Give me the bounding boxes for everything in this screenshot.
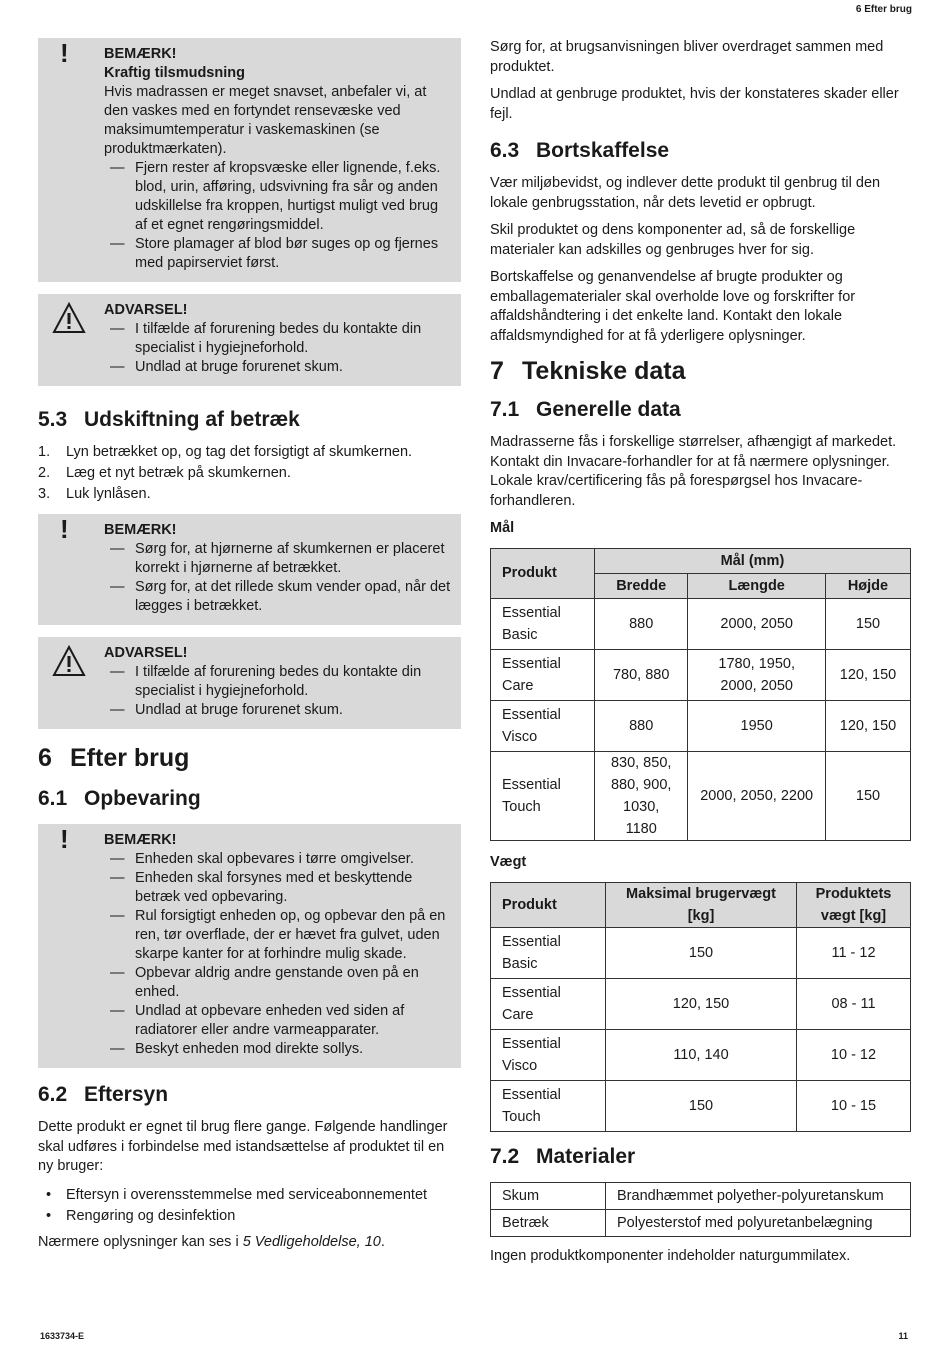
step-item: 2. Læg et nyt betræk på skumkernen.: [38, 465, 291, 481]
table-cell: 10 - 12: [797, 1030, 911, 1081]
column-header: Længde: [688, 573, 826, 598]
table-cell: 11 - 12: [797, 928, 911, 979]
table-cell: 120, 150: [825, 700, 910, 751]
table-cell: Essential Touch: [491, 751, 595, 840]
table-row: [491, 1081, 911, 1132]
warning-box: [38, 294, 461, 386]
paragraph: Undlad at genbruge produktet, hvis der konstateres skader eller fejl.: [490, 86, 899, 122]
note-item: — Sørg for, at det rillede skum vender opad, når det lægges i betrækket.: [104, 578, 451, 616]
table-cell: Essential Care: [491, 979, 606, 1030]
note-item: — Enheden skal opbevares i tørre omgivelser.: [104, 850, 451, 869]
table-cell: 150: [825, 598, 910, 649]
note-item: — Fjern rester af kropsvæske eller lignende, f.eks. blod, urin, afføring, udsvivning fra sår og anden udskillelse fra kroppen, hurtigst muligt ved brug af et egnet rengøringsmiddel.: [104, 159, 451, 235]
paragraph: Ingen produktkomponenter indeholder naturgummilatex.: [490, 1248, 851, 1264]
table-cell: 150: [606, 928, 797, 979]
note-item: — Beskyt enheden mod direkte sollys.: [104, 1040, 451, 1059]
note-item: — Undlad at opbevare enheden ved siden af radiatorer eller andre varmeapparater.: [104, 1002, 451, 1040]
warning-item: — I tilfælde af forurening bedes du kontakte din specialist i hygiejneforhold.: [104, 320, 451, 358]
step-item: 1. Lyn betrækket op, og tag det forsigtigt af skumkernen.: [38, 444, 413, 460]
table-cell: 1950: [688, 700, 826, 751]
note-title: BEMÆRK!: [104, 46, 177, 62]
table-cell: 830, 850, 880, 900, 1030, 1180: [594, 751, 687, 840]
bullet-item: • Rengøring og desinfektion: [38, 1206, 461, 1227]
paragraph: Dette produkt er egnet til brug flere gange. Følgende handlinger skal udføres i forbindelse med istandsættelse af produktet til en ny bruger:: [38, 1119, 448, 1174]
paragraph: Sørg for, at brugsanvisningen bliver overdraget sammen med produktet.: [490, 39, 884, 75]
note-item: — Store plamager af blod bør suges op og fjernes med papirserviet først.: [104, 235, 451, 273]
column-header: Produkt: [491, 548, 595, 598]
step-item: 3. Luk lynlåsen.: [38, 486, 151, 502]
notice-icon: !: [60, 38, 69, 68]
table-cell: 10 - 15: [797, 1081, 911, 1132]
table-row: [491, 751, 911, 840]
materials-table: [490, 1182, 911, 1237]
column-header: Højde: [825, 573, 910, 598]
weight-table: [490, 882, 911, 1132]
table-row: [491, 979, 911, 1030]
running-head: 6 Efter brug: [855, 4, 912, 15]
page-number: 11: [898, 1331, 908, 1341]
table-cell: 120, 150: [606, 979, 797, 1030]
notice-icon: !: [60, 514, 69, 544]
warning-title: ADVARSEL!: [104, 645, 188, 661]
warning-item: — I tilfælde af forurening bedes du kontakte din specialist i hygiejneforhold.: [104, 663, 451, 701]
table-cell: 2000, 2050: [688, 598, 826, 649]
paragraph: Madrasserne fås i forskellige størrelser, afhængigt af markedet. Kontakt din Invacare-forhandler for at få nærmere oplysninger. Lokale krav/certificering fås på forespørgsel hos Invacare-forhandleren.: [490, 434, 897, 509]
table-cell: 880: [594, 598, 687, 649]
column-header: Produkt: [491, 883, 606, 928]
table-cell: 880: [594, 700, 687, 751]
table-cell: Polyesterstof med polyuretanbelægning: [606, 1210, 911, 1237]
table-cell: 150: [606, 1081, 797, 1132]
note-subtitle: Kraftig tilsmudsning: [104, 65, 245, 81]
note-title: BEMÆRK!: [104, 832, 177, 848]
section-heading-6-2: 6.2 Eftersyn: [38, 1083, 169, 1106]
table-row: [491, 598, 911, 649]
table-row: [491, 1210, 911, 1237]
section-heading-7-2: 7.2 Materialer: [490, 1145, 636, 1168]
warning-triangle-icon: [52, 645, 86, 677]
table-cell: 1780, 1950, 2000, 2050: [688, 649, 826, 700]
table-row: [491, 1183, 911, 1210]
dimensions-table: [490, 548, 911, 841]
table-cell: 150: [825, 751, 910, 840]
table-row: [491, 1030, 911, 1081]
table-cell: Skum: [491, 1183, 606, 1210]
column-header: Produktets vægt [kg]: [797, 883, 911, 928]
note-box-storage: [38, 824, 461, 1068]
column-header: Bredde: [594, 573, 687, 598]
note-box-heavy-soiling: [38, 38, 461, 282]
table-label-weight: Vægt: [490, 853, 527, 870]
table-cell: Essential Basic: [491, 598, 595, 649]
section-heading-5-3: 5.3 Udskiftning af betræk: [38, 408, 300, 431]
steps-list: [38, 442, 461, 505]
section-heading-6-3: 6.3 Bortskaffelse: [490, 139, 670, 162]
paragraph: Bortskaffelse og genanvendelse af brugte produkter og emballagematerialer skal overholde love og forskrifter for affaldshåndtering i det enkelte land. Kontakt den lokale affaldsmyndighed for at få yderligere oplysninger.: [490, 269, 856, 344]
table-row: [491, 928, 911, 979]
document-id: 1633734-E: [40, 1331, 85, 1341]
table-cell: Essential Visco: [491, 1030, 606, 1081]
cross-reference-link[interactable]: 5 Vedligeholdelse, 10: [242, 1233, 381, 1250]
table-cell: 110, 140: [606, 1030, 797, 1081]
right-column: [490, 38, 912, 1267]
warning-item: — Undlad at bruge forurenet skum.: [104, 358, 451, 377]
notice-icon: !: [60, 824, 69, 854]
note-text: Hvis madrassen er meget snavset, anbefaler vi, at den vaskes med en fortyndet rensevæske ved maksimumtemperatur i vaskemaskinen (se produktmærkaten).: [104, 84, 427, 157]
table-cell: Essential Visco: [491, 700, 595, 751]
table-row: [491, 649, 911, 700]
table-label-dimensions: Mål: [490, 520, 515, 536]
chapter-heading-6: 6 Efter brug: [38, 744, 190, 772]
table-cell: Essential Touch: [491, 1081, 606, 1132]
table-cell: Betræk: [491, 1210, 606, 1237]
paragraph: Skil produktet og dens komponenter ad, så de forskellige materialer kan adskilles og genbruges hver for sig.: [490, 222, 856, 258]
paragraph: Vær miljøbevidst, og indlever dette produkt til genbrug til den lokale genbrugsstation, når dets levetid er opbrugt.: [490, 175, 881, 211]
table-cell: 2000, 2050, 2200: [688, 751, 826, 840]
section-heading-6-1: 6.1 Opbevaring: [38, 787, 201, 810]
warning-box: [38, 637, 461, 729]
bullet-list: [38, 1185, 461, 1227]
bullet-item: • Eftersyn i overensstemmelse med serviceabonnementet: [38, 1185, 461, 1206]
table-cell: 08 - 11: [797, 979, 911, 1030]
table-cell: Essential Basic: [491, 928, 606, 979]
note-item: — Enheden skal forsynes med et beskyttende betræk ved opbevaring.: [104, 869, 451, 907]
cross-reference: Nærmere oplysninger kan ses i 5 Vedligeholdelse, 10.: [38, 1233, 385, 1250]
note-box-cover: [38, 514, 461, 625]
section-heading-7-1: 7.1 Generelle data: [490, 398, 681, 421]
table-cell: 120, 150: [825, 649, 910, 700]
note-item: — Rul forsigtigt enheden op, og opbevar den på en ren, tør overflade, der er hævet fra gulvet, uden skarpe kanter for at forhindre mulig skade.: [104, 907, 451, 964]
column-header: Maksimal brugervægt [kg]: [606, 883, 797, 928]
note-item: — Opbevar aldrig andre genstande oven på en enhed.: [104, 964, 451, 1002]
chapter-heading-7: 7 Tekniske data: [490, 357, 686, 385]
column-header: Mål (mm): [594, 548, 910, 573]
warning-item: — Undlad at bruge forurenet skum.: [104, 701, 451, 720]
warning-title: ADVARSEL!: [104, 302, 188, 318]
table-cell: 780, 880: [594, 649, 687, 700]
left-column: [38, 38, 461, 1252]
table-cell: Essential Care: [491, 649, 595, 700]
note-item: — Sørg for, at hjørnerne af skumkernen er placeret korrekt i hjørnerne af betrækket.: [104, 540, 451, 578]
table-row: [491, 700, 911, 751]
table-cell: Brandhæmmet polyether-polyuretanskum: [606, 1183, 911, 1210]
warning-triangle-icon: [52, 302, 86, 334]
note-title: BEMÆRK!: [104, 522, 177, 538]
